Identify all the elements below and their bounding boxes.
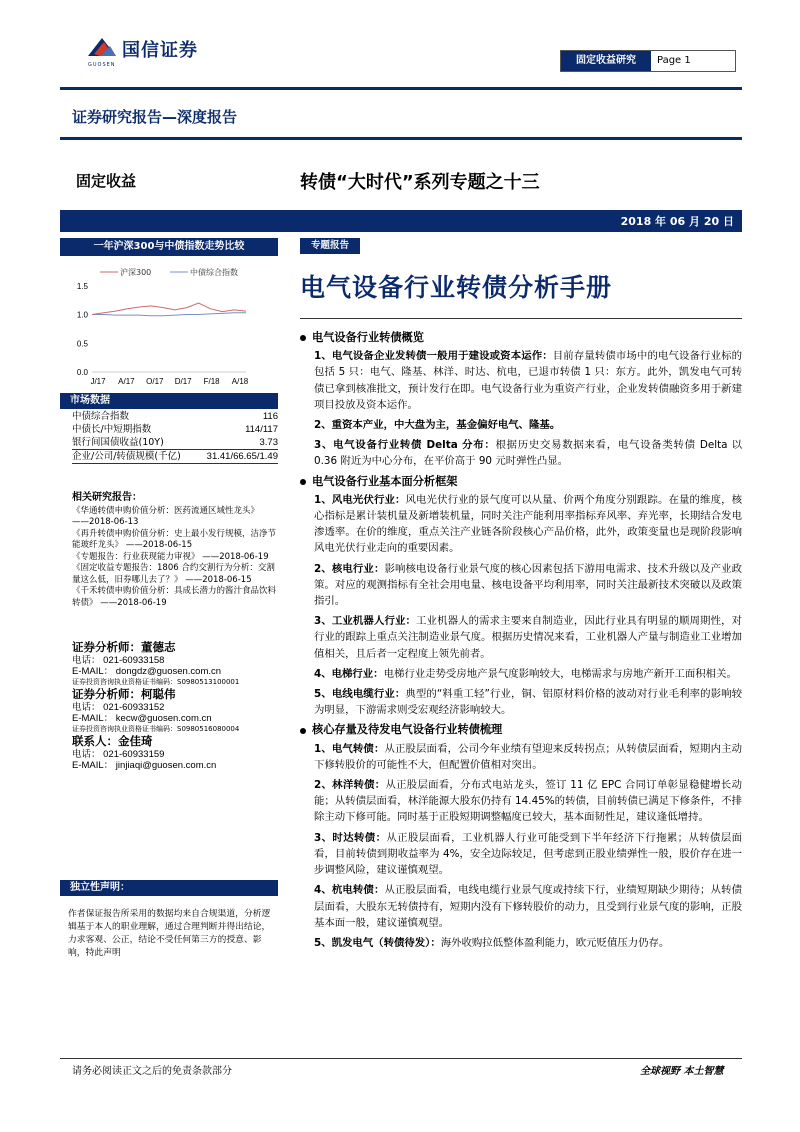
row-label: 企业/公司/转债规模(千亿) xyxy=(72,450,196,464)
bullet-icon xyxy=(300,728,306,734)
analyst-name: 董德志 xyxy=(141,640,176,654)
analyst-phone: 电话： 021-60933158 xyxy=(72,655,165,666)
related-report-item: 《华通转债申购价值分析：医药流通区域性龙头》 ——2018-06-13 xyxy=(72,505,260,527)
paragraph-lead: 3、电气设备行业转债 Delta 分布： xyxy=(314,439,496,452)
paragraph-lead: 5、电线电缆行业： xyxy=(314,688,406,701)
paragraph xyxy=(300,741,742,773)
row-label: 中债长/中短期指数 xyxy=(72,424,152,435)
header-rule-top xyxy=(60,87,742,90)
paragraph-lead: 2、重资本产业，中大盘为主，基金偏好电气、隆基。 xyxy=(314,419,561,432)
logo-sub: GUOSEN xyxy=(88,62,116,68)
row-value: 31.41/66.65/1.49 xyxy=(196,450,278,464)
analyst-cert: 证券投资咨询执业资格证书编码：S0980516080004 xyxy=(72,725,240,733)
bullet-icon xyxy=(300,479,306,485)
row-label: 银行间国债收益(10Y) xyxy=(72,437,164,448)
section-heading xyxy=(300,330,742,346)
x-tick-label: A/17 xyxy=(118,377,135,386)
header-rule-middle xyxy=(60,137,742,140)
summary-content xyxy=(300,326,742,955)
related-report-item: 《千禾转债申购价值分析：具成长潜力的酱汁食品饮料转债》 ——2018-06-19 xyxy=(72,586,277,608)
row-value: 114/117 xyxy=(245,424,278,435)
paragraph xyxy=(300,882,742,931)
analyst-email: E-MAIL： dongdz@guosen.com.cn xyxy=(72,666,222,677)
related-report-item: 《固定收益专题报告：1806 合约交割行为分析：交割量这么低，旧券哪儿去了？》 ——2018-06-15 xyxy=(72,563,275,585)
header-box xyxy=(560,50,736,72)
y-tick-label: 0.5 xyxy=(76,339,88,349)
header-page-number: Page 1 xyxy=(657,55,691,66)
paragraph-text: 电梯行业走势受房地产景气度影响较大，电梯需求与房地产新开工面积相关。 xyxy=(383,667,737,680)
footer-slogan: 全球视野 本土智慧 xyxy=(640,1066,724,1077)
analyst-block xyxy=(72,640,278,687)
table-row xyxy=(72,450,278,464)
report-tag: 专题报告 xyxy=(300,238,360,254)
section xyxy=(300,722,742,951)
analyst-block xyxy=(72,734,278,771)
paragraph-lead: 3、时达转债： xyxy=(314,831,387,844)
disclaimer-body: 作者保证报告所采用的数据均来自合规渠道，分析逻辑基于本人的职业理解，通过合理判断并得出结论，力求客观、公正，结论不受任何第三方的授意、影响，特此声明 xyxy=(68,909,271,958)
y-tick-label: 1.0 xyxy=(76,310,88,320)
paragraph-text: 工业机器人的需求主要来自制造业，因此行业具有明显的顺周期性，对行业的跟踪上重点关注制造业景气度。根据历史情况来看，工业机器人产量与制造业工业增加值相关，且后者一定程度上领先前者。 xyxy=(314,615,742,660)
sector-label: 固定收益 xyxy=(76,172,137,190)
footer-disclaimer-note: 请务必阅读正文之后的免责条款部分 xyxy=(72,1066,232,1077)
paragraph-text: 从正股层面看，电线电缆行业景气度或持续下行，业绩短期缺少期待；从转债层面看，大股东无转债持有，短期内没有下修转股价的动力，且受到行业景气度的影响，正股基本面一般，建议谨慎观望。 xyxy=(314,884,743,929)
logo-text: 国信证券 xyxy=(122,40,198,61)
section xyxy=(300,330,742,470)
paragraph xyxy=(300,777,742,826)
paragraph xyxy=(300,686,742,718)
paragraph-lead: 2、林洋转债： xyxy=(314,779,386,792)
series-title: 转债“大时代”系列专题之十三 xyxy=(300,172,540,193)
x-tick-label: J/17 xyxy=(90,377,106,386)
y-tick-label: 0.0 xyxy=(76,368,88,377)
paragraph-text: 从正股层面看，分布式电站龙头，签订 11 亿 EPC 合同订单彰显稳健增长动能；从转债层面看，林洋能源大股东仍持有 14.45%的转债，目前转债已满足下修条件，不排除主动下修可能。同时基于正股短期调整幅度已较大，基本面韧性足，建议逢低增持。 xyxy=(314,779,742,824)
paragraph-lead: 3、工业机器人行业： xyxy=(314,615,417,628)
analyst-phone: 电话： 021-60933152 xyxy=(72,702,165,713)
table-row xyxy=(72,410,278,423)
x-tick-label: A/18 xyxy=(231,377,249,386)
paragraph-text: 海外收购拉低整体盈利能力，欧元贬值压力仍存。 xyxy=(440,936,670,949)
section xyxy=(300,474,742,719)
x-tick-label: F/18 xyxy=(203,377,220,386)
paragraph xyxy=(300,561,742,610)
paragraph-text: 风电光伏行业的景气度可以从量、价两个角度分别跟踪。在量的维度，核心指标是累计装机量及新增装机量，同时关注产能利用率指标弃风率、弃光率，长期结合发电渗透率。在价的维度，重点关注产业链各阶段核心产品价格，此外，政策变量也是现阶段影响风电光伏行业走向的重要因素。 xyxy=(314,493,742,555)
related-reports-title: 相关研究报告： xyxy=(72,492,142,503)
legend-label-bond: 中债综合指数 xyxy=(190,268,238,277)
paragraph-lead: 1、电气转债： xyxy=(314,742,385,755)
section-heading xyxy=(300,722,742,738)
analyst-name: 金佳琦 xyxy=(118,734,153,748)
paragraph xyxy=(300,613,742,662)
y-tick-label: 1.5 xyxy=(76,281,88,291)
main-title: 电气设备行业转债分析手册 xyxy=(300,273,613,302)
disclaimer-title: 独立性声明： xyxy=(60,880,278,896)
paragraph xyxy=(300,437,742,469)
row-value: 116 xyxy=(262,411,278,422)
paragraph xyxy=(300,492,742,557)
analyst-name: 柯聪伟 xyxy=(141,687,176,701)
title-rule xyxy=(300,318,742,319)
x-tick-label: O/17 xyxy=(146,377,164,386)
analyst-role: 联系人： xyxy=(72,734,118,748)
header-category: 固定收益研究 xyxy=(561,51,651,71)
date-band xyxy=(60,210,742,232)
paragraph xyxy=(300,348,742,413)
related-report-item: 《再升转债申购价值分析：史上最小发行规模，洁净节能玻纤龙头》 ——2018-06-15 xyxy=(72,528,277,550)
section-title: 核心存量及待发电气设备行业转债梳理 xyxy=(312,723,503,737)
analyst-role: 证券分析师： xyxy=(72,687,141,701)
chart-legend xyxy=(100,267,238,277)
market-data-title: 市场数据 xyxy=(60,393,278,409)
paragraph-lead: 4、杭电转债： xyxy=(314,884,385,897)
row-label: 中债综合指数 xyxy=(72,411,130,422)
paragraph-lead: 1、电气设备企业发转债一般用于建设或资本运作： xyxy=(314,350,553,363)
paragraph-text: 从正股层面看，工业机器人行业可能受到下半年经济下行拖累；从转债层面看，目前转债到期收益率为 4%，安全边际较足，但考虑到正股业绩弹性一般，股价存在进一步调整风险，建议谨慎观望。 xyxy=(314,831,743,877)
paragraph xyxy=(300,935,742,951)
paragraph xyxy=(300,417,742,433)
analyst-email: E-MAIL： jinjiaqi@guosen.com.cn xyxy=(72,760,217,771)
series-line-bond xyxy=(92,313,246,316)
related-report-item: 《专题报告：行业获现能力审视》 ——2018-06-19 xyxy=(72,551,269,562)
table-row xyxy=(72,436,278,450)
market-data-table xyxy=(72,410,278,464)
section-heading xyxy=(300,474,742,490)
analyst-block xyxy=(72,687,278,734)
paragraph-lead: 1、风电光伏行业： xyxy=(314,493,406,506)
related-reports xyxy=(72,492,278,609)
series-line-hs300 xyxy=(92,303,246,315)
analyst-role: 证券分析师： xyxy=(72,640,141,654)
paragraph-lead: 4、电梯行业： xyxy=(314,667,384,680)
index-trend-chart xyxy=(60,258,278,390)
analyst-email: E-MAIL： kecw@guosen.com.cn xyxy=(72,713,212,724)
x-tick-label: D/17 xyxy=(174,377,192,386)
section-title: 电气设备行业转债概览 xyxy=(312,331,424,344)
paragraph-text: 从正股层面看，公司今年业绩有望迎来反转拐点；从转债层面看，短期内主动下修转股价的可能性不大，但配置价值相对突出。 xyxy=(314,742,743,771)
table-row xyxy=(72,423,278,436)
paragraph xyxy=(300,830,742,879)
paragraph-text: 影响核电设备行业景气度的核心因素包括下游用电需求、技术升级以及产业政策。对应的观测指标有全社会用电量、核电设备平均利用率，同时关注最新技术突破以及政策指引。 xyxy=(314,562,743,608)
report-date: 2018 年 06 月 20 日 xyxy=(620,215,734,228)
analyst-cert: 证券投资咨询执业资格证书编码：S0980513100001 xyxy=(72,678,240,686)
bullet-icon xyxy=(300,335,306,341)
row-value: 3.73 xyxy=(259,437,278,448)
chart-title: 一年沪深300与中债指数走势比较 xyxy=(60,238,278,256)
analyst-contacts xyxy=(72,640,278,771)
footer-rule xyxy=(60,1058,742,1059)
guosen-logo-icon xyxy=(86,34,118,64)
paragraph xyxy=(300,666,742,682)
analyst-phone: 电话： 021-60933159 xyxy=(72,749,165,760)
paragraph-text: 典型的“料重工轻”行业，铜、铝原材料价格的波动对行业毛利率的影响较为明显，下游需求则受宏观经济影响较大。 xyxy=(314,688,742,717)
section-title: 电气设备行业基本面分析框架 xyxy=(312,474,458,488)
paragraph-lead: 5、凯发电气（转债待发）： xyxy=(314,936,441,949)
legend-label-hs300: 沪深300 xyxy=(120,268,152,277)
guosen-logo xyxy=(86,34,246,68)
paragraph-text: 根据历史交易数据来看，电气设备类转债 Delta 以 0.36 附近为中心分布，在平价高于 90 元时弹性凸显。 xyxy=(314,439,742,468)
paragraph-text: 目前存量转债市场中的电气设备行业标的包括 5 只：电气、隆基、林洋、时达、杭电，已退市转债 1 只：东方。此外，凯发电气可转债已拿到核准批文，预计发行在即。电气设备行业为重资产行业，企业发转债融资多用于新建项目投放及资本运作。 xyxy=(314,350,742,411)
report-type: 证券研究报告—深度报告 xyxy=(72,108,238,126)
paragraph-lead: 2、核电行业： xyxy=(314,562,385,575)
